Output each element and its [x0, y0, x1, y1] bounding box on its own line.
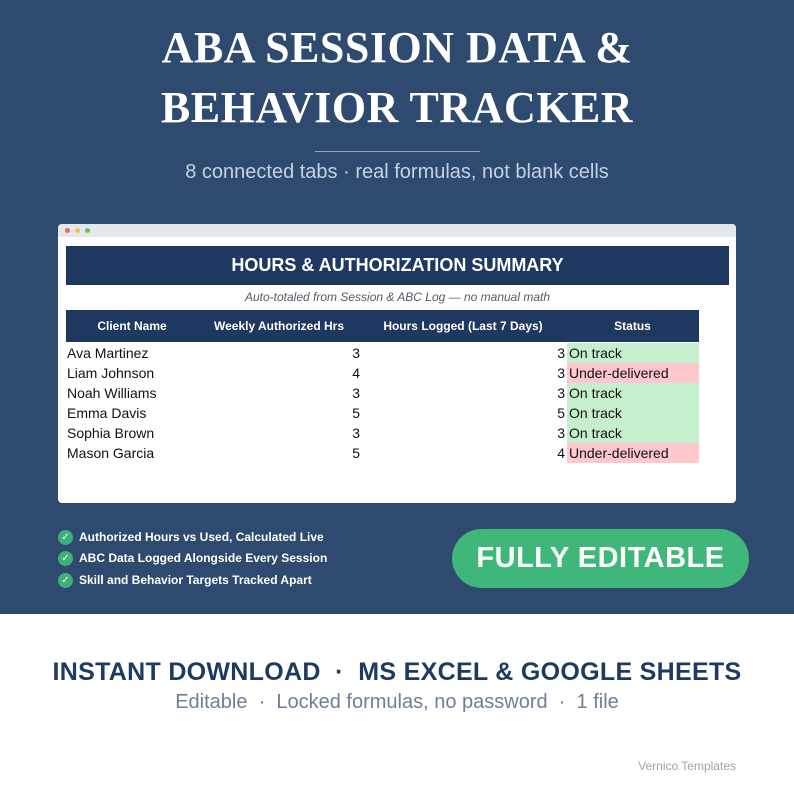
authorized-hours-cell[interactable]: 4: [352, 365, 360, 381]
feature-item: [58, 572, 438, 590]
check-circle-icon: ✓: [58, 573, 73, 588]
table-row: [66, 363, 699, 383]
table-row: [66, 343, 699, 363]
subtitle: 8 connected tabs · real formulas, not blank cells: [185, 161, 609, 183]
status-cell[interactable]: On track: [567, 343, 699, 363]
client-name-cell[interactable]: Sophia Brown: [67, 425, 155, 441]
table-row: [66, 423, 699, 443]
authorized-hours-cell[interactable]: 3: [352, 385, 360, 401]
logged-hours-cell[interactable]: 3: [557, 345, 565, 361]
page-title: [0, 18, 794, 138]
feature-item: [58, 550, 438, 568]
status-cell[interactable]: Under-delivered: [567, 363, 699, 383]
maximize-window-dot-icon[interactable]: [85, 228, 90, 233]
title-line-1: ABA SESSION DATA &: [161, 23, 633, 72]
client-name-cell[interactable]: Noah Williams: [67, 385, 157, 401]
authorized-hours-cell[interactable]: 3: [352, 425, 360, 441]
client-name-cell[interactable]: Ava Martinez: [67, 345, 149, 361]
authorized-hours-cell[interactable]: 5: [352, 405, 360, 421]
client-name-cell[interactable]: Emma Davis: [67, 405, 147, 421]
sheet-note: Auto-totaled from Session & ABC Log — no manual math: [244, 290, 551, 304]
title-line-2: BEHAVIOR TRACKER: [160, 83, 634, 132]
status-cell[interactable]: On track: [567, 423, 699, 443]
table-row: [66, 443, 699, 463]
brand-credit: Vernico Templates: [638, 759, 736, 773]
check-circle-icon: ✓: [58, 551, 73, 566]
column-header-weekly-authorized[interactable]: Weekly Authorized Hrs: [213, 319, 345, 333]
sheet-title: HOURS & AUTHORIZATION SUMMARY: [66, 246, 729, 285]
logged-hours-cell[interactable]: 5: [557, 405, 565, 421]
table-row: [66, 383, 699, 403]
authorized-hours-cell[interactable]: 3: [352, 345, 360, 361]
client-name-cell[interactable]: Liam Johnson: [67, 365, 155, 381]
logged-hours-cell[interactable]: 4: [557, 445, 565, 461]
status-cell[interactable]: Under-delivered: [567, 443, 699, 463]
feature-text: Skill and Behavior Targets Tracked Apart: [79, 573, 312, 587]
download-heading: INSTANT DOWNLOAD · MS EXCEL & GOOGLE SHEETS: [52, 658, 742, 686]
status-cell[interactable]: On track: [567, 383, 699, 403]
feature-item: [58, 529, 438, 547]
table-row: [66, 403, 699, 423]
spreadsheet-window: [58, 224, 736, 503]
check-circle-icon: ✓: [58, 530, 73, 545]
download-subtext: Editable · Locked formulas, no password · 1 file: [175, 691, 619, 713]
authorized-hours-cell[interactable]: 5: [352, 445, 360, 461]
column-header-hours-logged[interactable]: Hours Logged (Last 7 Days): [383, 319, 543, 333]
fully-editable-badge: FULLY EDITABLE: [452, 529, 749, 588]
status-cell[interactable]: On track: [567, 403, 699, 423]
logged-hours-cell[interactable]: 3: [557, 425, 565, 441]
minimize-window-dot-icon[interactable]: [75, 228, 80, 233]
column-header-client-name[interactable]: Client Name: [97, 319, 167, 333]
column-header-status[interactable]: Status: [614, 319, 651, 333]
title-divider: [315, 151, 480, 152]
feature-text: Authorized Hours vs Used, Calculated Live: [79, 530, 324, 544]
logged-hours-cell[interactable]: 3: [557, 365, 565, 381]
client-name-cell[interactable]: Mason Garcia: [67, 445, 155, 461]
table-header: [66, 310, 699, 342]
window-titlebar: [58, 224, 736, 237]
close-window-dot-icon[interactable]: [65, 228, 70, 233]
feature-text: ABC Data Logged Alongside Every Session: [79, 551, 328, 565]
logged-hours-cell[interactable]: 3: [557, 385, 565, 401]
